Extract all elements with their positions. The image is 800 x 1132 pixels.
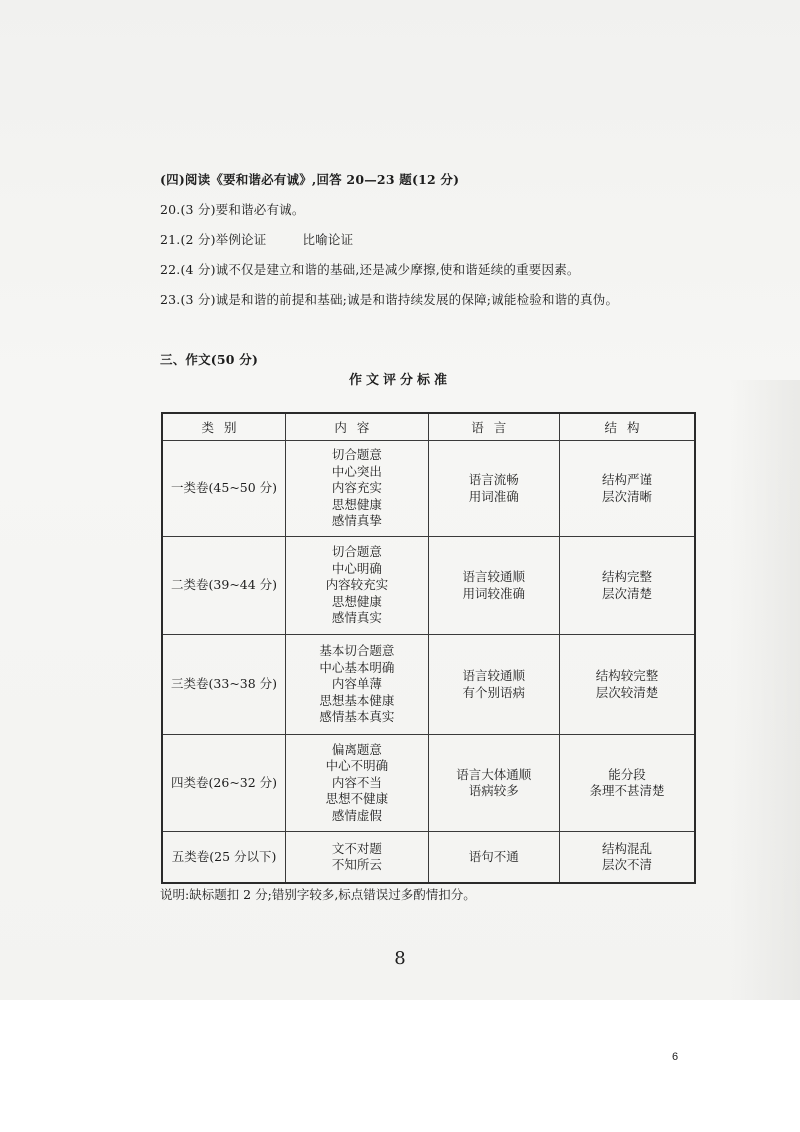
table-row (162, 832, 695, 884)
language-cell (428, 537, 559, 635)
category-cell: 二类卷(39~44 分) (162, 537, 286, 635)
content-cell (286, 735, 428, 832)
language-cell (428, 441, 559, 537)
content-line: 切合题意 (331, 544, 382, 560)
structure-line: 层次不清 (602, 857, 653, 872)
structure-line: 能分段 (608, 766, 646, 782)
section4-heading: (四)阅读《要和谐必有诚》,回答 20—23 题(12 分) (160, 172, 460, 187)
table-row (162, 537, 695, 635)
answer-23: 23.(3 分)诚是和谐的前提和基础;诚是和谐持续发展的保障;诚能检验和谐的真伪。 (160, 292, 619, 307)
content-cell (286, 635, 428, 735)
answer-21 (160, 230, 353, 248)
scanned-page-number: 8 (394, 948, 406, 969)
answer-21-extra: 比喻论证 (302, 232, 354, 247)
content-line: 思想不健康 (325, 791, 389, 807)
content-line: 思想基本健康 (319, 692, 395, 708)
structure-cell (560, 537, 695, 635)
content-line: 感情虚假 (331, 807, 382, 823)
content-line: 不知所云 (331, 857, 382, 872)
language-line: 语病较多 (468, 783, 519, 798)
content-line: 内容充实 (331, 480, 382, 496)
content-line: 基本切合题意 (319, 643, 395, 659)
content-line: 感情真挚 (331, 513, 382, 529)
content-line: 中心明确 (331, 560, 382, 576)
content-line: 思想健康 (331, 496, 382, 512)
structure-line: 层次清晰 (602, 488, 653, 504)
content-line: 中心不明确 (325, 758, 389, 774)
content-line: 切合题意 (331, 447, 382, 463)
rubric-table (161, 412, 696, 884)
table-row (162, 441, 695, 537)
language-line: 语言较通顺 (462, 668, 526, 683)
content-line: 内容不当 (331, 774, 382, 790)
column-header-content: 内容 (286, 413, 428, 441)
content-cell (286, 537, 428, 635)
table-row (162, 635, 695, 735)
content-line: 思想健康 (331, 593, 382, 609)
section3-heading: 三、作文(50 分) (160, 352, 259, 367)
language-line: 语言较通顺 (462, 569, 526, 584)
structure-cell (560, 832, 695, 884)
column-header-structure: 结构 (560, 413, 695, 441)
content-line: 文不对题 (331, 840, 382, 856)
structure-line: 结构严谨 (602, 472, 653, 487)
category-cell: 五类卷(25 分以下) (162, 832, 286, 884)
language-line: 用词准确 (468, 488, 519, 504)
structure-cell (560, 441, 695, 537)
content-line: 中心基本明确 (319, 659, 395, 675)
structure-line: 结构混乱 (602, 840, 653, 856)
content-line: 感情真实 (331, 610, 382, 626)
structure-line: 结构完整 (602, 569, 653, 584)
content-cell (286, 832, 428, 884)
structure-cell (560, 635, 695, 735)
rubric-header-row (162, 413, 695, 441)
language-cell (428, 832, 559, 884)
structure-line: 条理不甚清楚 (589, 783, 665, 798)
content-line: 中心突出 (331, 463, 382, 479)
rubric-note: 说明:缺标题扣 2 分;错别字较多,标点错误过多酌情扣分。 (160, 887, 476, 902)
content-line: 偏离题意 (331, 741, 382, 757)
language-line: 语言大体通顺 (456, 766, 532, 782)
language-cell (428, 735, 559, 832)
structure-line: 结构较完整 (595, 668, 659, 683)
table-row (162, 735, 695, 832)
language-cell (428, 635, 559, 735)
content-cell (286, 441, 428, 537)
content-line: 内容单薄 (331, 676, 382, 692)
column-header-category: 类别 (162, 413, 286, 441)
answer-22: 22.(4 分)诚不仅是建立和谐的基础,还是减少摩擦,使和谐延续的重要因素。 (160, 262, 580, 277)
answer-21-text: 21.(2 分)举例论证 (160, 232, 267, 247)
language-line: 有个别语病 (462, 684, 526, 700)
category-cell: 四类卷(26~32 分) (162, 735, 286, 832)
structure-cell (560, 735, 695, 832)
language-line: 语言流畅 (468, 472, 519, 487)
structure-line: 层次较清楚 (595, 684, 659, 700)
content-line: 感情基本真实 (319, 709, 395, 725)
content-line: 内容较充实 (325, 577, 389, 593)
structure-line: 层次清楚 (602, 585, 653, 601)
column-header-language: 语言 (428, 413, 559, 441)
page-number: 6 (672, 1051, 679, 1063)
category-cell: 三类卷(33~38 分) (162, 635, 286, 735)
language-line: 用词较准确 (462, 585, 526, 601)
answer-20: 20.(3 分)要和谐必有诚。 (160, 202, 305, 217)
category-cell: 一类卷(45~50 分) (162, 441, 286, 537)
language-line: 语句不通 (468, 848, 519, 864)
rubric-title: 作文评分标准 (348, 373, 451, 388)
